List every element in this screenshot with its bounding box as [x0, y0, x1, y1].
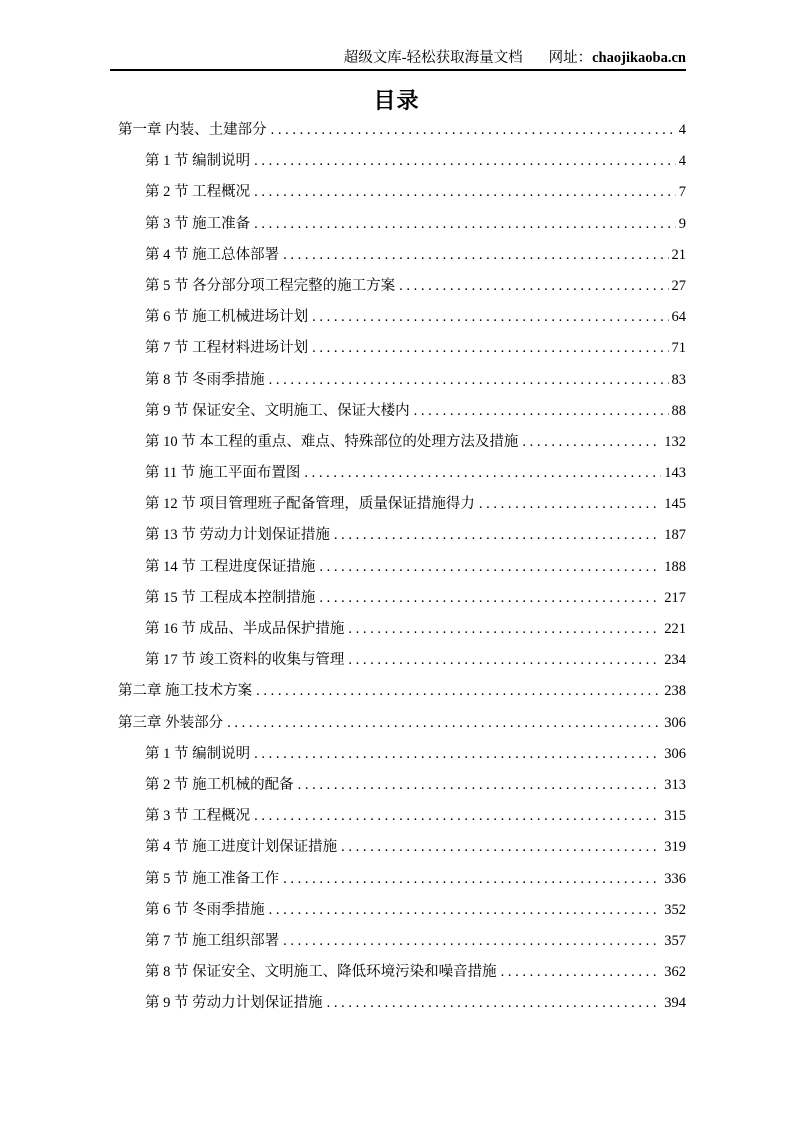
toc-entry-label: 第 4 节 施工进度计划保证措施 — [145, 839, 338, 856]
toc-entry-label: 第 9 节 劳动力计划保证措施 — [145, 995, 323, 1012]
toc-entry-label: 第一章 内装、土建部分 — [118, 122, 267, 138]
toc-entry-page: 187 — [664, 527, 686, 544]
toc-entry-label: 第 17 节 竣工资料的收集与管理 — [145, 652, 345, 669]
toc-leader-dots — [254, 146, 676, 177]
toc-entry[interactable] — [118, 209, 686, 240]
toc-entry[interactable] — [118, 957, 686, 988]
page-title: 目录 — [373, 88, 420, 113]
toc-entry-page: 234 — [664, 652, 686, 669]
toc-entry[interactable] — [118, 614, 686, 645]
site-url-link[interactable]: chaojikaoba.cn — [592, 50, 686, 66]
toc-entry-page: 315 — [664, 808, 686, 825]
toc-entry-page: 83 — [671, 371, 686, 388]
toc-entry[interactable] — [118, 552, 686, 583]
toc-entry-label: 第 14 节 工程进度保证措施 — [145, 558, 316, 575]
toc-entry-page: 188 — [664, 558, 686, 575]
toc-entry-page: 357 — [664, 932, 686, 949]
toc-entry-page: 7 — [678, 184, 686, 201]
toc-leader-dots — [348, 614, 661, 645]
toc-entry[interactable] — [118, 645, 686, 676]
toc-leader-dots — [269, 895, 662, 926]
toc-entry-page: 306 — [664, 745, 686, 762]
toc-entry-label: 第 10 节 本工程的重点、难点、特殊部位的处理方法及措施 — [145, 433, 519, 450]
site-name: 超级文库-轻松获取海量文档 — [343, 50, 523, 66]
toc-entry-page: 306 — [664, 714, 686, 731]
toc-entry-label: 第 3 节 施工准备 — [145, 215, 251, 232]
toc-entry-label: 第二章 施工技术方案 — [118, 683, 253, 700]
toc-entry[interactable] — [118, 240, 686, 271]
toc-entry[interactable] — [118, 739, 686, 770]
toc-entry-label: 第三章 外装部分 — [118, 714, 224, 731]
toc-leader-dots — [283, 240, 668, 271]
toc-entry-page: 217 — [664, 589, 686, 606]
toc-entry[interactable] — [118, 583, 686, 614]
toc-leader-dots — [334, 520, 661, 551]
toc-entry-page: 143 — [664, 465, 686, 482]
toc-entry-page: 64 — [671, 309, 686, 326]
page-header — [110, 46, 686, 67]
toc-entry[interactable] — [118, 832, 686, 863]
toc-entry-label: 第 16 节 成品、半成品保护措施 — [145, 621, 345, 637]
toc-leader-dots — [271, 115, 676, 146]
toc-leader-dots — [254, 209, 676, 240]
toc-entry-page: 9 — [678, 215, 686, 232]
toc-leader-dots — [479, 489, 661, 520]
toc-leader-dots — [312, 302, 668, 333]
toc-entry[interactable] — [118, 676, 686, 707]
toc-entry[interactable] — [118, 801, 686, 832]
toc-leader-dots — [304, 458, 661, 489]
toc-entry-page: 362 — [664, 964, 686, 981]
toc-entry-page: 27 — [671, 277, 686, 294]
toc-entry-label: 第 9 节 保证安全、文明施工、保证大楼内 — [145, 402, 410, 419]
toc-leader-dots — [254, 801, 661, 832]
toc-entry[interactable] — [118, 302, 686, 333]
toc-entry-page: 88 — [671, 402, 686, 419]
toc-entry-label: 第 1 节 编制说明 — [145, 745, 251, 762]
toc-entry-label: 第 5 节 施工准备工作 — [145, 870, 280, 887]
toc-entry[interactable] — [118, 458, 686, 489]
toc-entry[interactable] — [118, 115, 686, 146]
toc-leader-dots — [414, 396, 669, 427]
toc-entry-label: 第 8 节 保证安全、文明施工、降低环境污染和噪音措施 — [145, 964, 497, 981]
toc-entry-page: 394 — [664, 995, 686, 1012]
header-divider-line — [110, 69, 686, 71]
toc-leader-dots — [348, 645, 661, 676]
toc-entry-page: 71 — [671, 340, 686, 357]
toc-leader-dots — [501, 957, 662, 988]
toc-entry[interactable] — [118, 333, 686, 364]
toc-entry-label: 第 11 节 施工平面布置图 — [145, 465, 301, 482]
toc-entry[interactable] — [118, 177, 686, 208]
toc-entry[interactable] — [118, 864, 686, 895]
toc-entry-label: 第 7 节 施工组织部署 — [145, 932, 280, 949]
toc-entry-page: 21 — [671, 246, 686, 263]
toc-entry[interactable] — [118, 895, 686, 926]
toc-leader-dots — [399, 271, 668, 302]
toc-entry-label: 第 8 节 冬雨季措施 — [145, 371, 265, 388]
toc-entry-label: 第 7 节 工程材料进场计划 — [145, 340, 309, 357]
toc-entry-label: 第 12 节 项目管理班子配备管理，质量保证措施得力 — [145, 496, 475, 513]
toc-leader-dots — [283, 926, 661, 957]
toc-leader-dots — [256, 676, 661, 707]
toc-entry-label: 第 3 节 工程概况 — [145, 808, 251, 825]
toc-entry[interactable] — [118, 926, 686, 957]
toc-entry-label: 第 1 节 编制说明 — [145, 153, 251, 170]
toc-entry[interactable] — [118, 770, 686, 801]
url-label: 网址： — [548, 50, 593, 66]
toc-leader-dots — [283, 864, 661, 895]
toc-entry-label: 第 15 节 工程成本控制措施 — [145, 589, 316, 606]
toc-leader-dots — [327, 988, 662, 1019]
toc-entry-page: 221 — [664, 621, 686, 637]
toc-entry[interactable] — [118, 520, 686, 551]
toc-entry[interactable] — [118, 489, 686, 520]
toc-entry-label: 第 2 节 施工机械的配备 — [145, 776, 294, 793]
toc-entry-label: 第 4 节 施工总体部署 — [145, 246, 280, 263]
toc-leader-dots — [254, 177, 676, 208]
toc-entry[interactable] — [118, 271, 686, 302]
toc-entry-page: 238 — [664, 683, 686, 700]
toc-entry-page: 336 — [664, 870, 686, 887]
toc-list — [118, 115, 686, 1019]
toc-entry-page: 4 — [678, 153, 686, 170]
toc-leader-dots — [341, 832, 661, 863]
toc-entry[interactable] — [118, 427, 686, 458]
toc-entry[interactable] — [118, 146, 686, 177]
toc-leader-dots — [227, 708, 661, 739]
toc-entry[interactable] — [118, 365, 686, 396]
toc-entry-page: 319 — [664, 839, 686, 856]
toc-entry-page: 313 — [664, 776, 686, 793]
toc-entry-page: 132 — [664, 433, 686, 450]
toc-leader-dots — [319, 583, 661, 614]
toc-entry-label: 第 13 节 劳动力计划保证措施 — [145, 527, 330, 544]
toc-leader-dots — [312, 333, 668, 364]
toc-entry-page: 4 — [678, 122, 686, 138]
toc-entry-label: 第 5 节 各分部分项工程完整的施工方案 — [145, 277, 396, 294]
toc-entry-label: 第 2 节 工程概况 — [145, 184, 251, 201]
toc-leader-dots — [319, 552, 661, 583]
toc-entry[interactable] — [118, 988, 686, 1019]
toc-leader-dots — [298, 770, 662, 801]
toc-entry-label: 第 6 节 施工机械进场计划 — [145, 309, 309, 326]
toc-leader-dots — [254, 739, 661, 770]
toc-entry[interactable] — [118, 396, 686, 427]
toc-entry-label: 第 6 节 冬雨季措施 — [145, 901, 265, 918]
toc-leader-dots — [269, 365, 669, 396]
toc-entry-page: 145 — [664, 496, 686, 513]
toc-entry-page: 352 — [664, 901, 686, 918]
toc-entry[interactable] — [118, 708, 686, 739]
toc-leader-dots — [522, 427, 661, 458]
